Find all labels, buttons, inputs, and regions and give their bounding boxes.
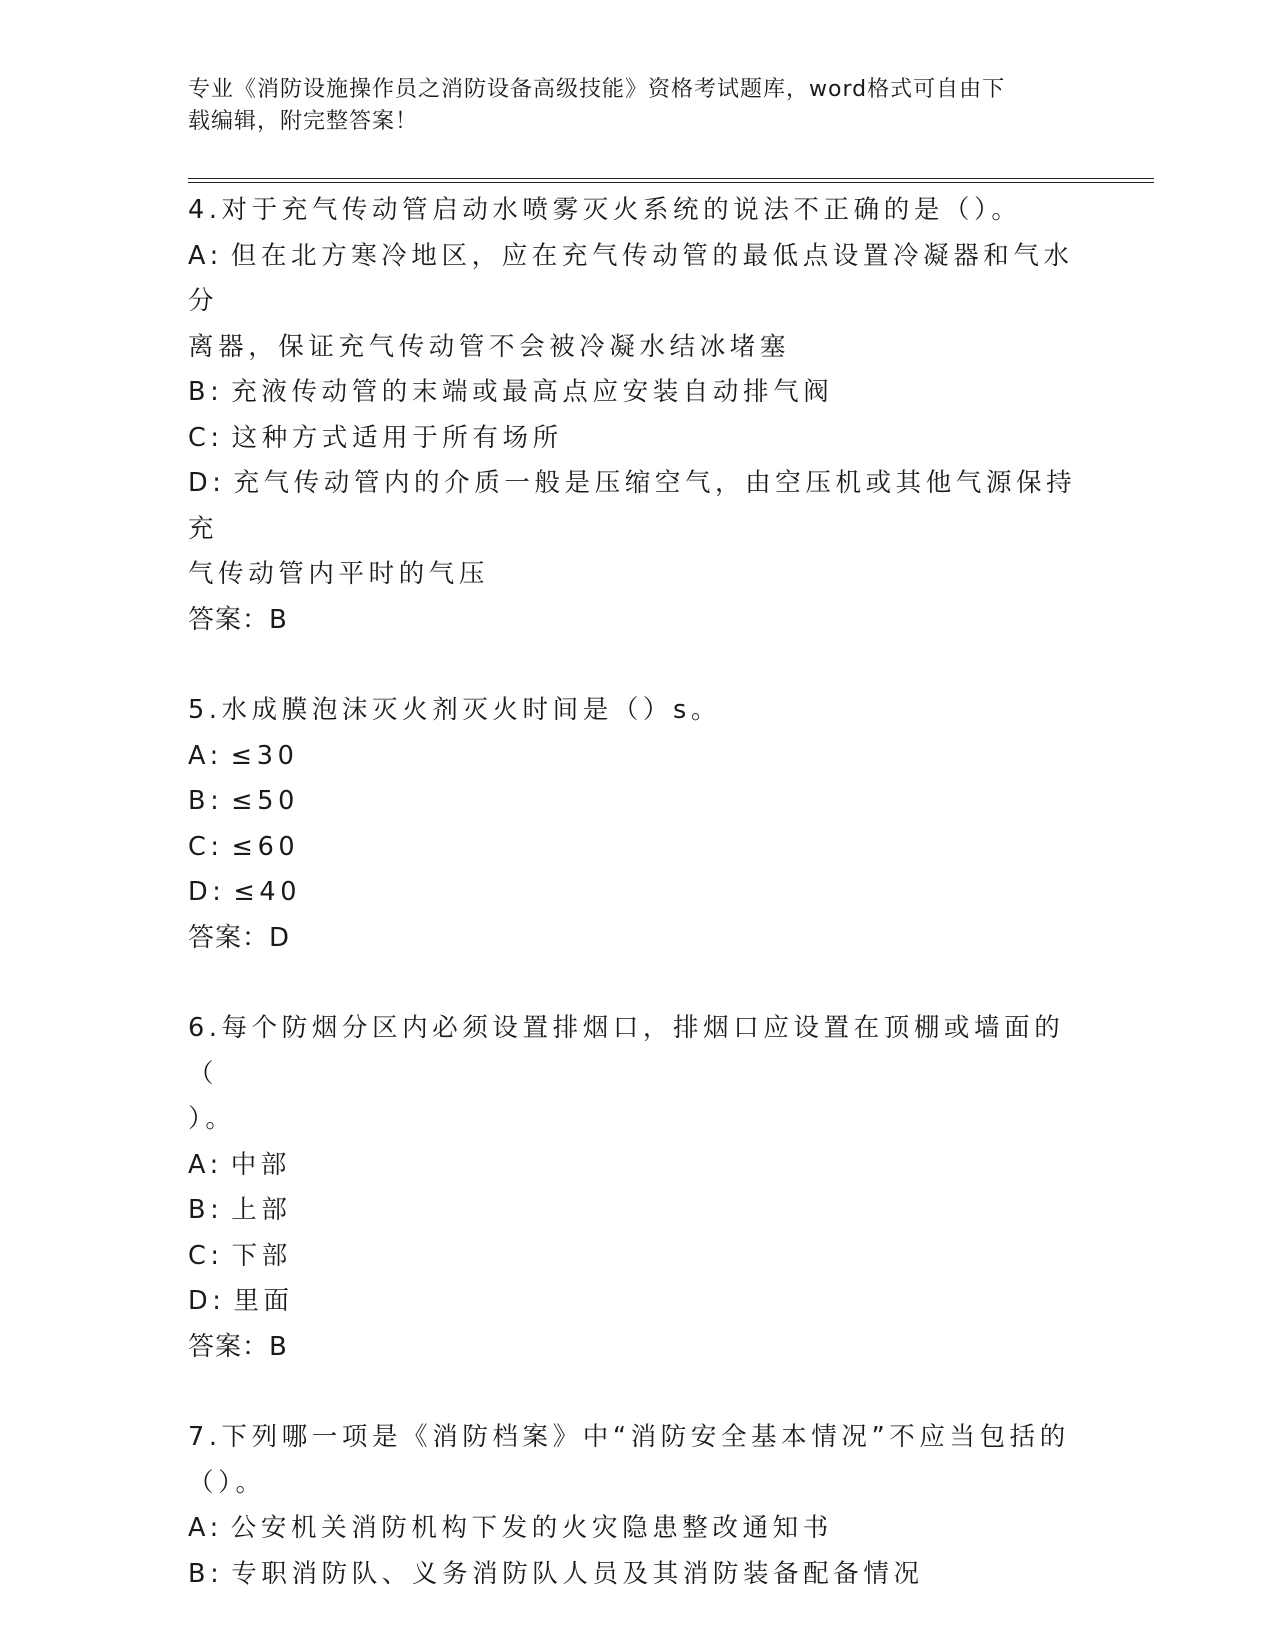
option-text: 充液传动管的末端或最高点应安装自动排气阀 bbox=[231, 377, 834, 407]
answer-line: 答案：B bbox=[188, 1331, 288, 1362]
option-text: 气传动管内平时的气压 bbox=[188, 559, 490, 589]
option-line bbox=[188, 1143, 1088, 1189]
option-label: A: bbox=[188, 240, 223, 271]
option-text: ≤60 bbox=[231, 831, 300, 862]
question-block bbox=[188, 188, 1088, 643]
question-list bbox=[188, 188, 1088, 1642]
option-label: C: bbox=[188, 831, 224, 862]
option-line bbox=[188, 1552, 1088, 1598]
option-line bbox=[188, 1234, 1088, 1280]
option-line bbox=[188, 779, 1088, 825]
header-divider-top bbox=[188, 178, 1154, 179]
question-stem-line: 5.水成膜泡沫灭火剂灭火时间是（）s。 bbox=[188, 695, 722, 725]
option-label: C: bbox=[188, 1240, 224, 1271]
option-line bbox=[188, 552, 1088, 598]
option-text: 但在北方寒冷地区，应在充气传动管的最低点设置冷凝器和气水分 bbox=[188, 240, 1074, 316]
question-block bbox=[188, 1006, 1088, 1370]
option-line bbox=[188, 870, 1088, 916]
question-stem-line: 4.对于充气传动管启动水喷雾灭火系统的说法不正确的是（）。 bbox=[188, 195, 1022, 225]
option-label: A: bbox=[188, 740, 223, 771]
option-line bbox=[188, 325, 1088, 371]
option-label: B: bbox=[188, 786, 224, 816]
option-label: D: bbox=[188, 877, 226, 907]
option-text: 中部 bbox=[230, 1149, 291, 1180]
answer-line: 答案：B bbox=[188, 604, 288, 635]
option-line bbox=[188, 234, 1088, 325]
question-block bbox=[188, 1415, 1088, 1597]
option-text: ≤50 bbox=[231, 786, 299, 816]
document-header bbox=[188, 74, 1068, 138]
question-block bbox=[188, 688, 1088, 961]
question-stem-line: 7.下列哪一项是《消防档案》中“消防安全基本情况”不应当包括的 bbox=[188, 1422, 1070, 1452]
option-text: 离器，保证充气传动管不会被冷凝水结冰堵塞 bbox=[188, 331, 791, 362]
option-label: B: bbox=[188, 1558, 224, 1589]
question-stem-line: ）。 bbox=[188, 1104, 236, 1134]
option-label: C: bbox=[188, 422, 224, 453]
option-line bbox=[188, 370, 1088, 416]
option-label: A: bbox=[188, 1513, 223, 1543]
option-text: ≤40 bbox=[233, 877, 302, 907]
option-text: 里面 bbox=[233, 1286, 294, 1316]
question-stem-line: 6.每个防烟分区内必须设置排烟口，排烟口应设置在顶棚或墙面的（ bbox=[188, 1013, 1065, 1089]
option-line bbox=[188, 825, 1088, 871]
option-label: B: bbox=[188, 1195, 224, 1225]
option-line bbox=[188, 1506, 1088, 1552]
option-text: 专职消防队、义务消防队人员及其消防装备配备情况 bbox=[231, 1558, 924, 1589]
option-line bbox=[188, 1188, 1088, 1234]
option-text: 充气传动管内的介质一般是压缩空气，由空压机或其他气源保持充 bbox=[188, 468, 1077, 544]
option-text: 公安机关消防机构下发的火灾隐患整改通知书 bbox=[230, 1513, 833, 1543]
option-line bbox=[188, 416, 1088, 462]
option-text: 上部 bbox=[231, 1195, 292, 1225]
option-label: A: bbox=[188, 1149, 223, 1180]
option-label: B: bbox=[188, 377, 224, 407]
option-text: 这种方式适用于所有场所 bbox=[231, 422, 563, 453]
option-text: ≤30 bbox=[230, 740, 299, 771]
option-line bbox=[188, 461, 1088, 552]
option-label: D: bbox=[188, 1286, 226, 1316]
header-line-1: 专业《消防设施操作员之消防设备高级技能》资格考试题库，word格式可自由下 bbox=[188, 77, 1006, 102]
option-line bbox=[188, 1279, 1088, 1325]
header-divider-bottom bbox=[188, 182, 1154, 183]
answer-line: 答案：D bbox=[188, 922, 291, 953]
option-text: 下部 bbox=[231, 1240, 292, 1271]
option-label: D: bbox=[188, 468, 226, 498]
question-stem-line: （）。 bbox=[188, 1467, 266, 1498]
option-line bbox=[188, 734, 1088, 780]
header-line-2: 载编辑，附完整答案！ bbox=[188, 109, 419, 134]
